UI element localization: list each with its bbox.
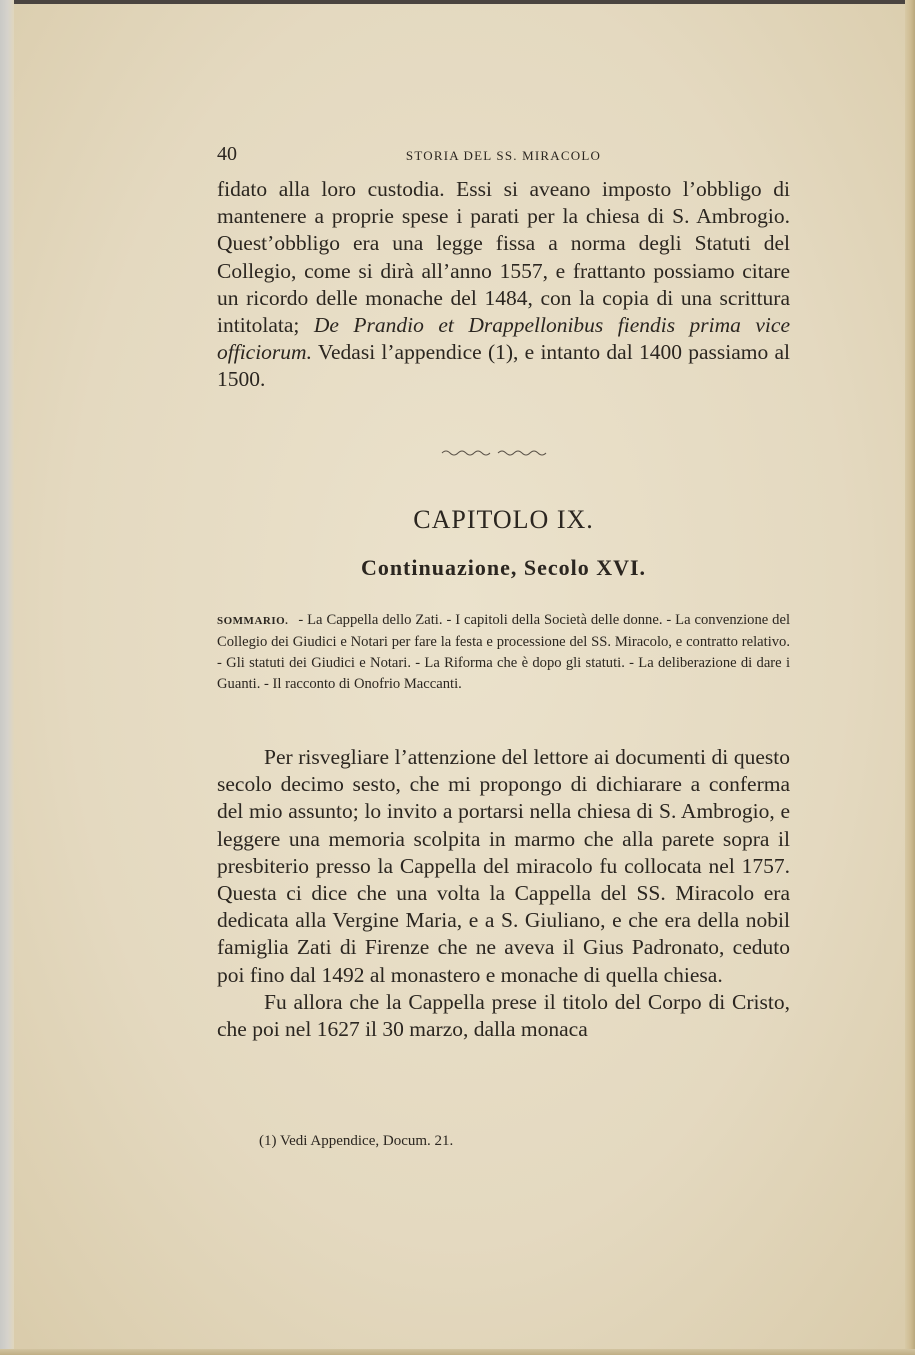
- summary-label: SOMMARIO.: [217, 615, 289, 627]
- page-edge-right: [905, 0, 915, 1355]
- document-title-italic: De Prandio et Drappellonibus fiendis prima vice officiorum.: [217, 313, 790, 365]
- paragraph-3: Fu allora che la Cappella prese il titolo del Corpo di Cristo, che poi nel 1627 il 30 marzo, dalla monaca: [217, 989, 790, 1042]
- page-edge-top: [0, 0, 915, 4]
- page-edge-bottom: [0, 1349, 915, 1355]
- chapter-subtitle: Continuazione, Secolo XVI.: [360, 555, 647, 580]
- chapter-body: [217, 744, 790, 1043]
- section-divider-ornament: [440, 445, 552, 459]
- paragraph-continued: [217, 176, 790, 394]
- summary-text: - La Cappella dello Zati. - I capitoli della Società delle donne. - La convenzione del Collegio dei Giudici e Notari per fare la festa e processione del SS. Miracolo, e contratto relativo. - Gli statuti dei Giudici e Notari. - La Riforma che è dopo gli statuti. - La deliberazione di dare i Guanti. - Il racconto di Onofrio Maccanti.: [217, 612, 790, 692]
- running-header: [217, 143, 790, 167]
- paragraph-text-a: fidato alla loro custodia. Essi si aveano imposto l’obbligo di mantenere a proprie spese i parati per la chiesa di S. Ambrogio. Quest’obbligo era una legge fissa a norma degli Statuti del Collegio, come si dirà all’anno 1557, e frattanto possiamo citare un ricordo delle monache del 1484, con la copia di una scrittura intitolata;: [217, 177, 790, 338]
- chapter-heading: CAPITOLO IX.: [413, 505, 594, 534]
- chapter-summary: [217, 610, 790, 695]
- paragraph-text-b: Vedasi l’appendice (1), e intanto dal 1400 passiamo al 1500.: [217, 340, 790, 392]
- paragraph-2: Per risvegliare l’attenzione del lettore ai documenti di questo secolo decimo sesto, che mi propongo di dichiarare a conferma del mio assunto; lo invito a portarsi nella chiesa di S. Ambrogio, e leggere una memoria scolpita in marmo che alla parete sopra il presbiterio presso la Cappella del miracolo fu collocata nel 1757. Questa ci dice che una volta la Cappella del SS. Miracolo era dedicata alla Vergine Maria, e a S. Giuliano, e che era della nobil famiglia Zati di Firenze che ne aveva il Gius Padronato, ceduto poi fino dal 1492 al monastero e monache di quella chiesa.: [217, 745, 790, 987]
- page-edge-left: [0, 0, 14, 1355]
- footnote: (1) Vedi Appendice, Docum. 21.: [259, 1133, 454, 1149]
- page-number: 40: [217, 143, 237, 165]
- running-title: STORIA DEL SS. MIRACOLO: [405, 148, 602, 163]
